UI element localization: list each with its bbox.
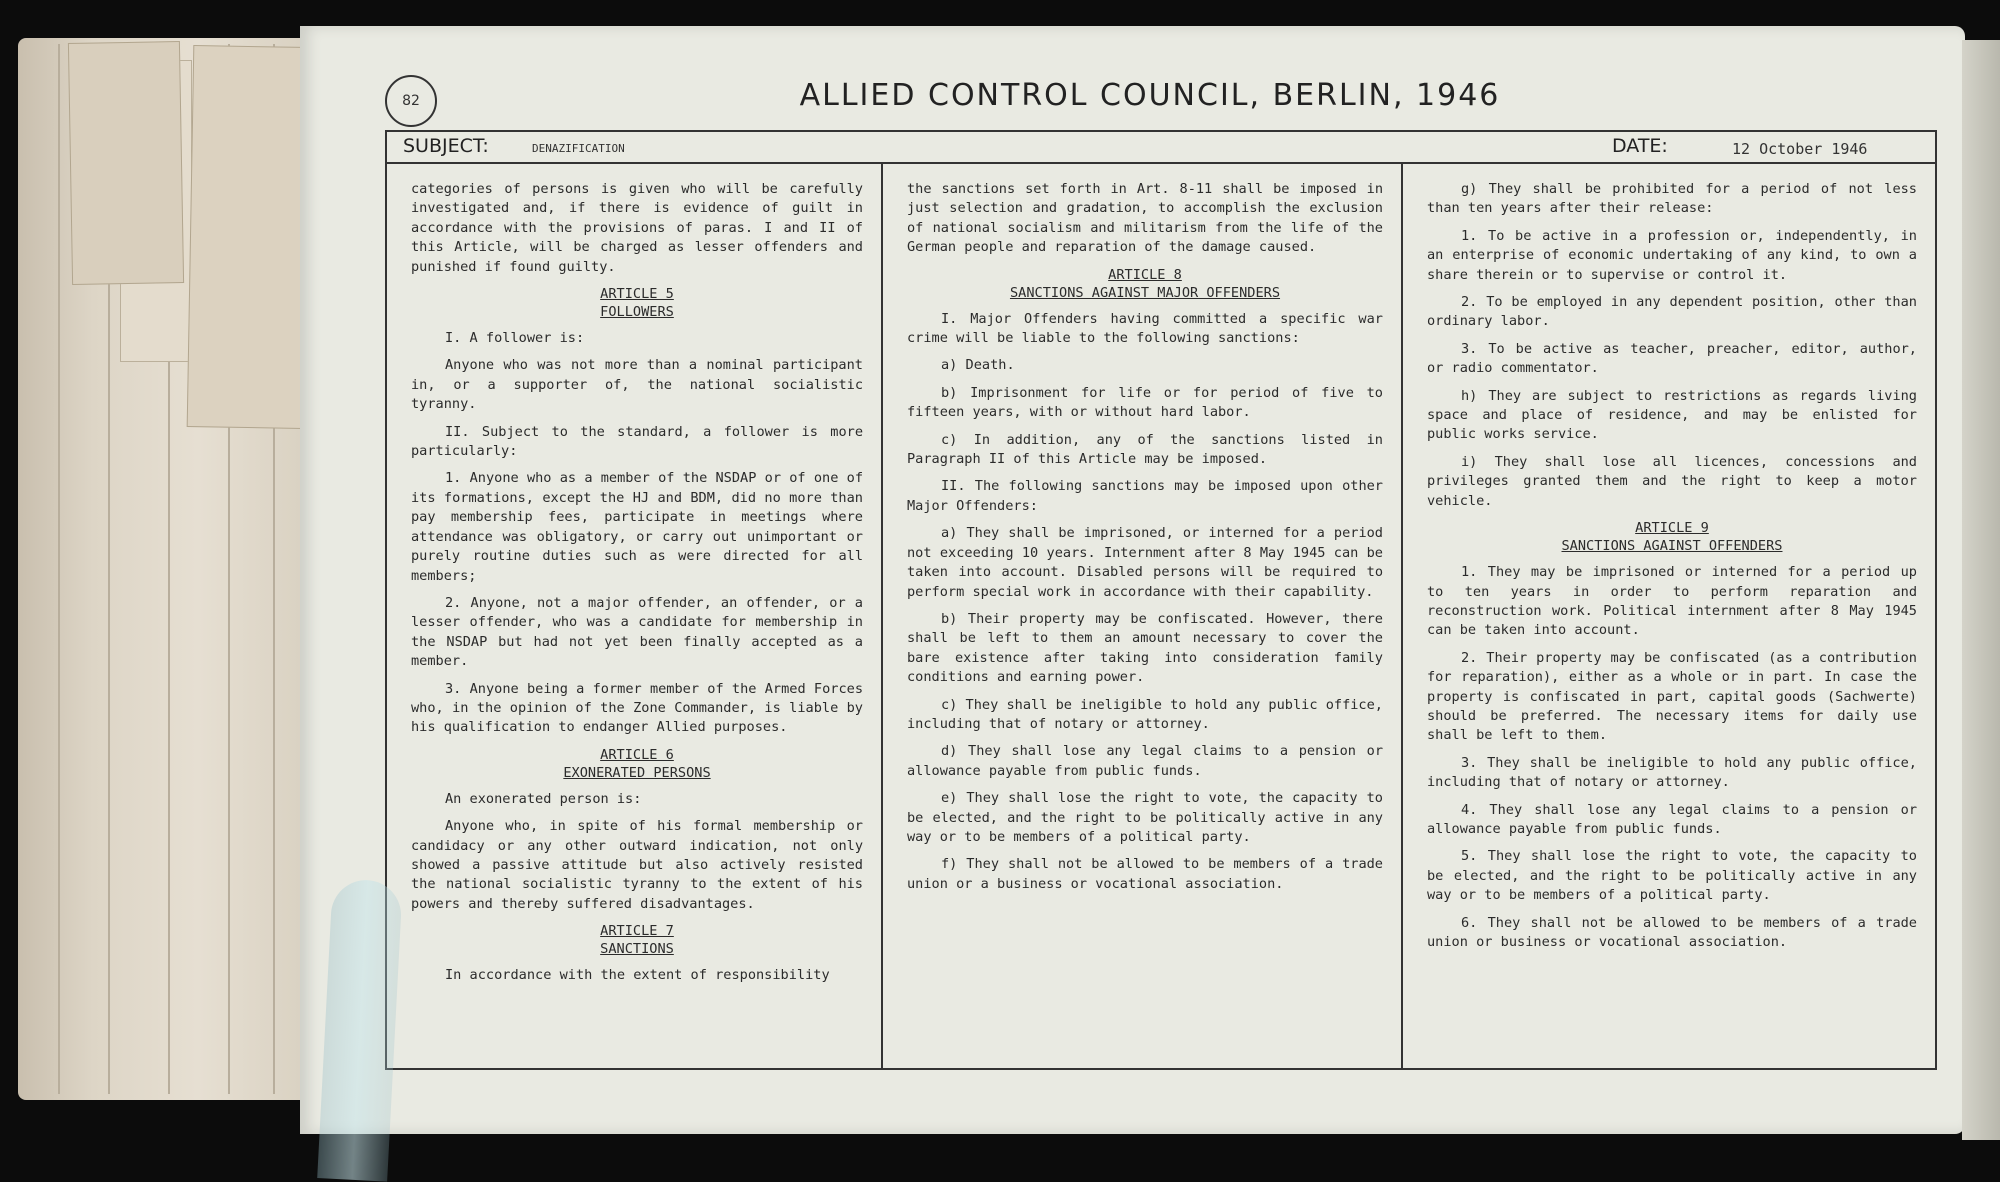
paragraph: categories of persons is given who will be carefully investigated and, if there is evidence of guilt in accordance with the provisions of paras. I and II of this Article, will be charged as lesser offenders and punished if found guilty. <box>411 181 863 275</box>
page-holder-clip <box>317 878 403 1181</box>
paragraph: Anyone who, in spite of his formal membership or candidacy or any other outward indication, not only showed a passive attitude but also actively resisted the national socialistic tyranny to the extent of his powers and thereby suffered disadvantages. <box>411 818 863 912</box>
paragraph: An exonerated person is: <box>445 790 642 807</box>
index-tab <box>187 45 311 429</box>
document-frame <box>385 130 1937 1070</box>
paragraph: 1. They may be imprisoned or interned for a period up to ten years in order to perform reparation and reconstruction work. Political internment after 8 May 1945 can be taken into account. <box>1427 564 1917 639</box>
paragraph: 2. Anyone, not a major offender, an offender, or a lesser offender, who was a candidate for membership in the NSDAP but had not yet been finally accepted as a member. <box>411 594 863 670</box>
paragraph: 3. They shall be ineligible to hold any public office, including that of notary or attorney. <box>1427 754 1917 791</box>
subject-value: DENAZIFICATION <box>532 142 625 155</box>
paragraph: the sanctions set forth in Art. 8-11 shall be imposed in just selection and gradation, to accomplish the exclusion of national socialism and militarism from the life of the German people and reparation of the damage caused. <box>907 181 1383 256</box>
paragraph: g) They shall be prohibited for a period of not less than ten years after their release: <box>1427 181 1917 217</box>
article-subtitle: SANCTIONS <box>600 941 674 958</box>
paragraph: h) They are subject to restrictions as regards living space and place of residence, and may be enlisted for public works service. <box>1427 387 1917 443</box>
article-subtitle: EXONERATED PERSONS <box>563 764 711 781</box>
paragraph: 6. They shall not be allowed to be members of a trade union or business or vocational association. <box>1427 914 1917 950</box>
paragraph: 2. Their property may be confiscated (as a contribution for reparation), either as a whole or in part. In case the property is confiscated in part, capital goods (Sachwerte) should be preferred. The necessary items for daily use shall be left to them. <box>1427 649 1917 744</box>
article-title: ARTICLE 8 <box>1108 266 1182 283</box>
article-heading <box>1427 519 1917 555</box>
paragraph: Anyone who was not more than a nominal participant in, or a supporter of, the national socialistic tyranny. <box>411 357 863 413</box>
paragraph: 4. They shall lose any legal claims to a pension or allowance payable from public funds. <box>1427 801 1917 837</box>
article-title: ARTICLE 7 <box>600 923 674 940</box>
paragraph: 3. Anyone being a former member of the Armed Forces who, in the opinion of the Zone Commander, is liable by his qualification to endanger Allied purposes. <box>411 680 863 736</box>
article-title: ARTICLE 5 <box>600 286 674 303</box>
paragraph: a) Death. <box>941 357 1015 374</box>
article-heading <box>411 746 863 782</box>
book-edge <box>1962 40 2000 1140</box>
paragraph: 2. To be employed in any dependent position, other than ordinary labor. <box>1427 294 1917 330</box>
paragraph: b) Imprisonment for life or for period of five to fifteen years, with or without hard labor. <box>907 384 1383 421</box>
page-leaf <box>58 44 60 1094</box>
paragraph: 5. They shall lose the right to vote, the capacity to be elected, and the right to be politically active in any way or to be members of a political party. <box>1427 848 1917 904</box>
paragraph: d) They shall lose any legal claims to a pension or allowance payable from public funds. <box>907 743 1383 779</box>
paragraph: I. A follower is: <box>445 330 585 347</box>
article-title: ARTICLE 9 <box>1635 520 1709 537</box>
paragraph: b) Their property may be confiscated. However, there shall be left to them an amount necessary to cover the bare existence after taking into consideration family conditions and earning power. <box>907 610 1383 686</box>
paragraph: 3. To be active as teacher, preacher, editor, author, or radio commentator. <box>1427 340 1917 377</box>
article-subtitle: SANCTIONS AGAINST MAJOR OFFENDERS <box>1009 284 1281 301</box>
paragraph: I. Major Offenders having committed a specific war crime will be liable to the following sanctions: <box>907 310 1383 347</box>
article-heading <box>411 285 863 321</box>
article-heading <box>411 922 863 958</box>
paragraph: 1. Anyone who as a member of the NSDAP or of one of its formations, except the HJ and BDM, did no more than pay membership fees, participate in meetings where attendance was obligatory, or carry out unimportant or purely routine duties such as were directed for all members; <box>411 470 863 584</box>
paragraph: II. Subject to the standard, a follower is more particularly: <box>411 423 863 460</box>
column-1 <box>387 162 881 1068</box>
paragraph: e) They shall lose the right to vote, the capacity to be elected, and the right to be politically active in any way or to be members of a political party. <box>907 790 1383 845</box>
subject-label: SUBJECT: <box>403 135 489 157</box>
subject-row <box>387 132 1935 164</box>
article-heading <box>907 266 1383 302</box>
article-subtitle: FOLLOWERS <box>600 304 674 321</box>
paragraph: i) They shall lose all licences, concessions and privileges granted them and the right to keep a motor vehicle. <box>1427 453 1917 509</box>
date-label: DATE: <box>1612 135 1668 157</box>
paragraph: 1. To be active in a profession or, independently, in an enterprise of economic undertaking of any kind, to own a share therein or to supervise or control it. <box>1427 227 1917 283</box>
date-value: 12 October 1946 <box>1732 140 1868 158</box>
paragraph: a) They shall be imprisoned, or interned for a period not exceeding 10 years. Internment after 8 May 1945 can be taken into account. Disabled persons will be required to perform special work in accordance with their capability. <box>907 525 1383 600</box>
index-tab <box>68 41 184 285</box>
page-title: ALLIED CONTROL COUNCIL, BERLIN, 1946 <box>799 78 1501 113</box>
paragraph: c) They shall be ineligible to hold any public office, including that of notary or attorney. <box>907 696 1383 732</box>
column-3 <box>1401 162 1935 1068</box>
paragraph: In accordance with the extent of responsibility <box>445 967 830 984</box>
paragraph: f) They shall not be allowed to be members of a trade union or a business or vocational association. <box>907 856 1383 892</box>
paragraph: II. The following sanctions may be imposed upon other Major Offenders: <box>907 478 1383 514</box>
article-title: ARTICLE 6 <box>600 746 674 763</box>
column-2 <box>881 162 1401 1068</box>
article-subtitle: SANCTIONS AGAINST OFFENDERS <box>1561 538 1783 555</box>
paragraph: c) In addition, any of the sanctions listed in Paragraph II of this Article may be imposed. <box>907 431 1383 468</box>
page-number: 82 <box>385 75 437 127</box>
